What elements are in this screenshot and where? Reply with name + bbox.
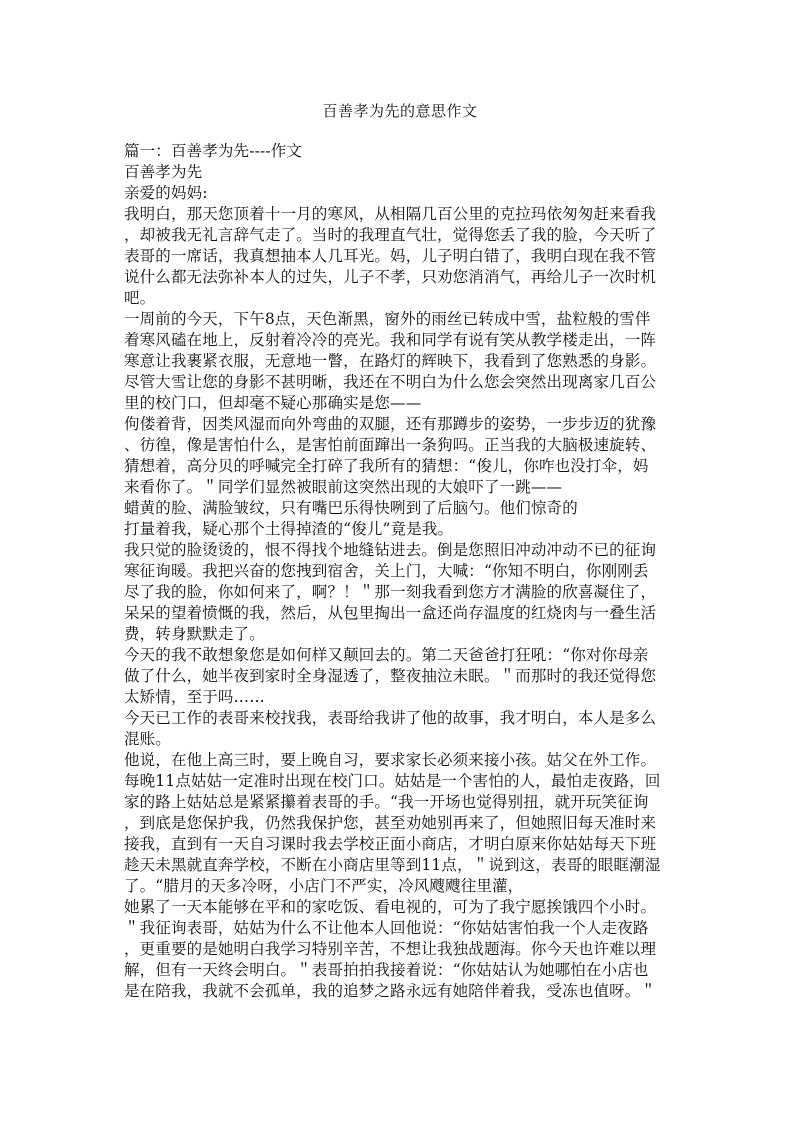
text-line: ，到底是您保护我，仍然我保护您，甚至劝她别再来了，但她照旧每天准时来: [124, 814, 657, 832]
text-line: 了。“腊月的天多冷呀，小店门不严实，冷风飕飕往里灌，: [124, 877, 524, 895]
text-line: 今天的我不敢想象您是如何样又颠回去的。第二天爸爸打狂吼：“你对你母亲: [124, 646, 649, 664]
text-line: 猜想着，高分贝的呼喊完全打碎了我所有的猜想：“俊儿，你咋也没打伞，妈: [124, 457, 649, 475]
text-line: 一周前的今天，下午8点，天色渐黑，窗外的雨丝已转成中雪，盐粒般的雪伴: [124, 310, 651, 328]
text-line: ，却被我无礼言辞气走了。当时的我理直气壮，觉得您丢了我的脸，今天听了: [124, 226, 657, 244]
text-line: 篇一：百善孝为先----作文: [124, 142, 303, 160]
text-line: 费，转身默默走了。: [124, 625, 265, 643]
text-line: 解，但有一天终会明白。＂表哥拍拍我接着说：“你姑姑认为她哪怕在小店也: [124, 961, 649, 979]
text-line: 里的校门口，但却毫不疑心那确实是您——: [124, 394, 422, 412]
text-line: 她累了一天本能够在平和的家吃饭、看电视的，可为了我宁愿挨饿四个小时。: [124, 898, 657, 916]
text-line: 打量着我，疑心那个土得掉渣的“俊儿”竟是我。: [124, 520, 454, 538]
text-line: 说什么都无法弥补本人的过失，儿子不孝，只劝您消消气，再给儿子一次时机: [124, 268, 657, 286]
text-line: 趁天未黑就直奔学校，不断在小商店里等到11点，＂说到这，表哥的眼眶潮湿: [124, 856, 661, 874]
text-line: 每晚11点姑姑一定准时出现在校门口。姑姑是一个害怕的人，最怕走夜路，回: [124, 772, 661, 790]
text-line: 百善孝为先: [124, 163, 203, 181]
text-line: 来看你了。＂同学们显然被眼前这突然出现的大娘吓了一跳——: [124, 478, 563, 496]
text-line: 呆呆的望着愤慨的我，然后，从包里掏出一盒还尚存温度的红烧肉与一叠生活: [124, 604, 657, 622]
text-line: 家的路上姑姑总是紧紧攥着表哥的手。“我一开场也觉得别扭，就开玩笑征询: [124, 793, 649, 811]
text-line: 佝偻着背，因类风湿而向外弯曲的双腿，还有那蹲步的姿势，一步步迈的犹豫: [124, 415, 657, 433]
text-line: 吧。: [124, 289, 156, 307]
text-line: 做了什么，她半夜到家时全身湿透了，整夜抽泣未眠。＂而那时的我还觉得您: [124, 667, 657, 685]
text-line: ＂我征询表哥，姑姑为什么不让他本人回他说：“你姑姑害怕我一个人走夜路: [124, 919, 649, 937]
text-line: 接我，直到有一天自习课时我去学校正面小商店，才明白原来你姑姑每天下班: [124, 835, 657, 853]
text-line: 是在陪我，我就不会孤单，我的追梦之路永远有她陪伴着我，受冻也值呀。＂: [124, 982, 657, 1000]
text-line: 、彷徨，像是害怕什么，是害怕前面蹿出一条狗吗。正当我的大脑极速旋转、: [124, 436, 657, 454]
document-body: [124, 141, 662, 1002]
text-line: 太矫情，至于吗……: [124, 688, 265, 706]
text-line: ，更重要的是她明白我学习特别辛苦，不想让我独战题海。你今天也许难以理: [124, 940, 657, 958]
text-line: 我只觉的脸烫烫的，恨不得找个地缝钻进去。倒是您照旧冲动冲动不已的征询: [124, 541, 657, 559]
text-line: 寒征询暖。我把兴奋的您拽到宿舍，关上门，大喊：“你知不明白，你刚刚丢: [124, 562, 649, 580]
text-line: 寒意让我裹紧衣服，无意地一瞥，在路灯的辉映下，我看到了您熟悉的身影。: [124, 352, 657, 370]
text-line: 他说，在他上高三时，要上晚自习，要求家长必须来接小孩。姑父在外工作。: [124, 751, 657, 769]
text-line: 尽了我的脸，你如何来了，啊？！＂那一刻我看到您方才满脸的欣喜凝住了，: [124, 583, 657, 601]
text-line: 蜡黄的脸、满脸皱纹，只有嘴巴乐得快咧到了后脑勺。他们惊奇的: [124, 499, 578, 517]
text-line: 混账。: [124, 730, 171, 748]
text-line: 表哥的一席话，我真想抽本人几耳光。妈，儿子明白错了，我明白现在我不管: [124, 247, 657, 265]
text-line: 我明白，那天您顶着十一月的寒风，从相隔几百公里的克拉玛依匆匆赶来看我: [124, 205, 657, 223]
text-line: 今天已工作的表哥来校找我，表哥给我讲了他的故事，我才明白，本人是多么: [124, 709, 657, 727]
text-line: 亲爱的妈妈:: [124, 184, 208, 202]
text-line: 尽管大雪让您的身影不甚明晰，我还在不明白为什么您会突然出现离家几百公: [124, 373, 657, 391]
document-title: 百善孝为先的意思作文: [322, 102, 478, 120]
text-line: 着寒风磕在地上，反射着冷冷的亮光。我和同学有说有笑从教学楼走出，一阵: [124, 331, 657, 349]
